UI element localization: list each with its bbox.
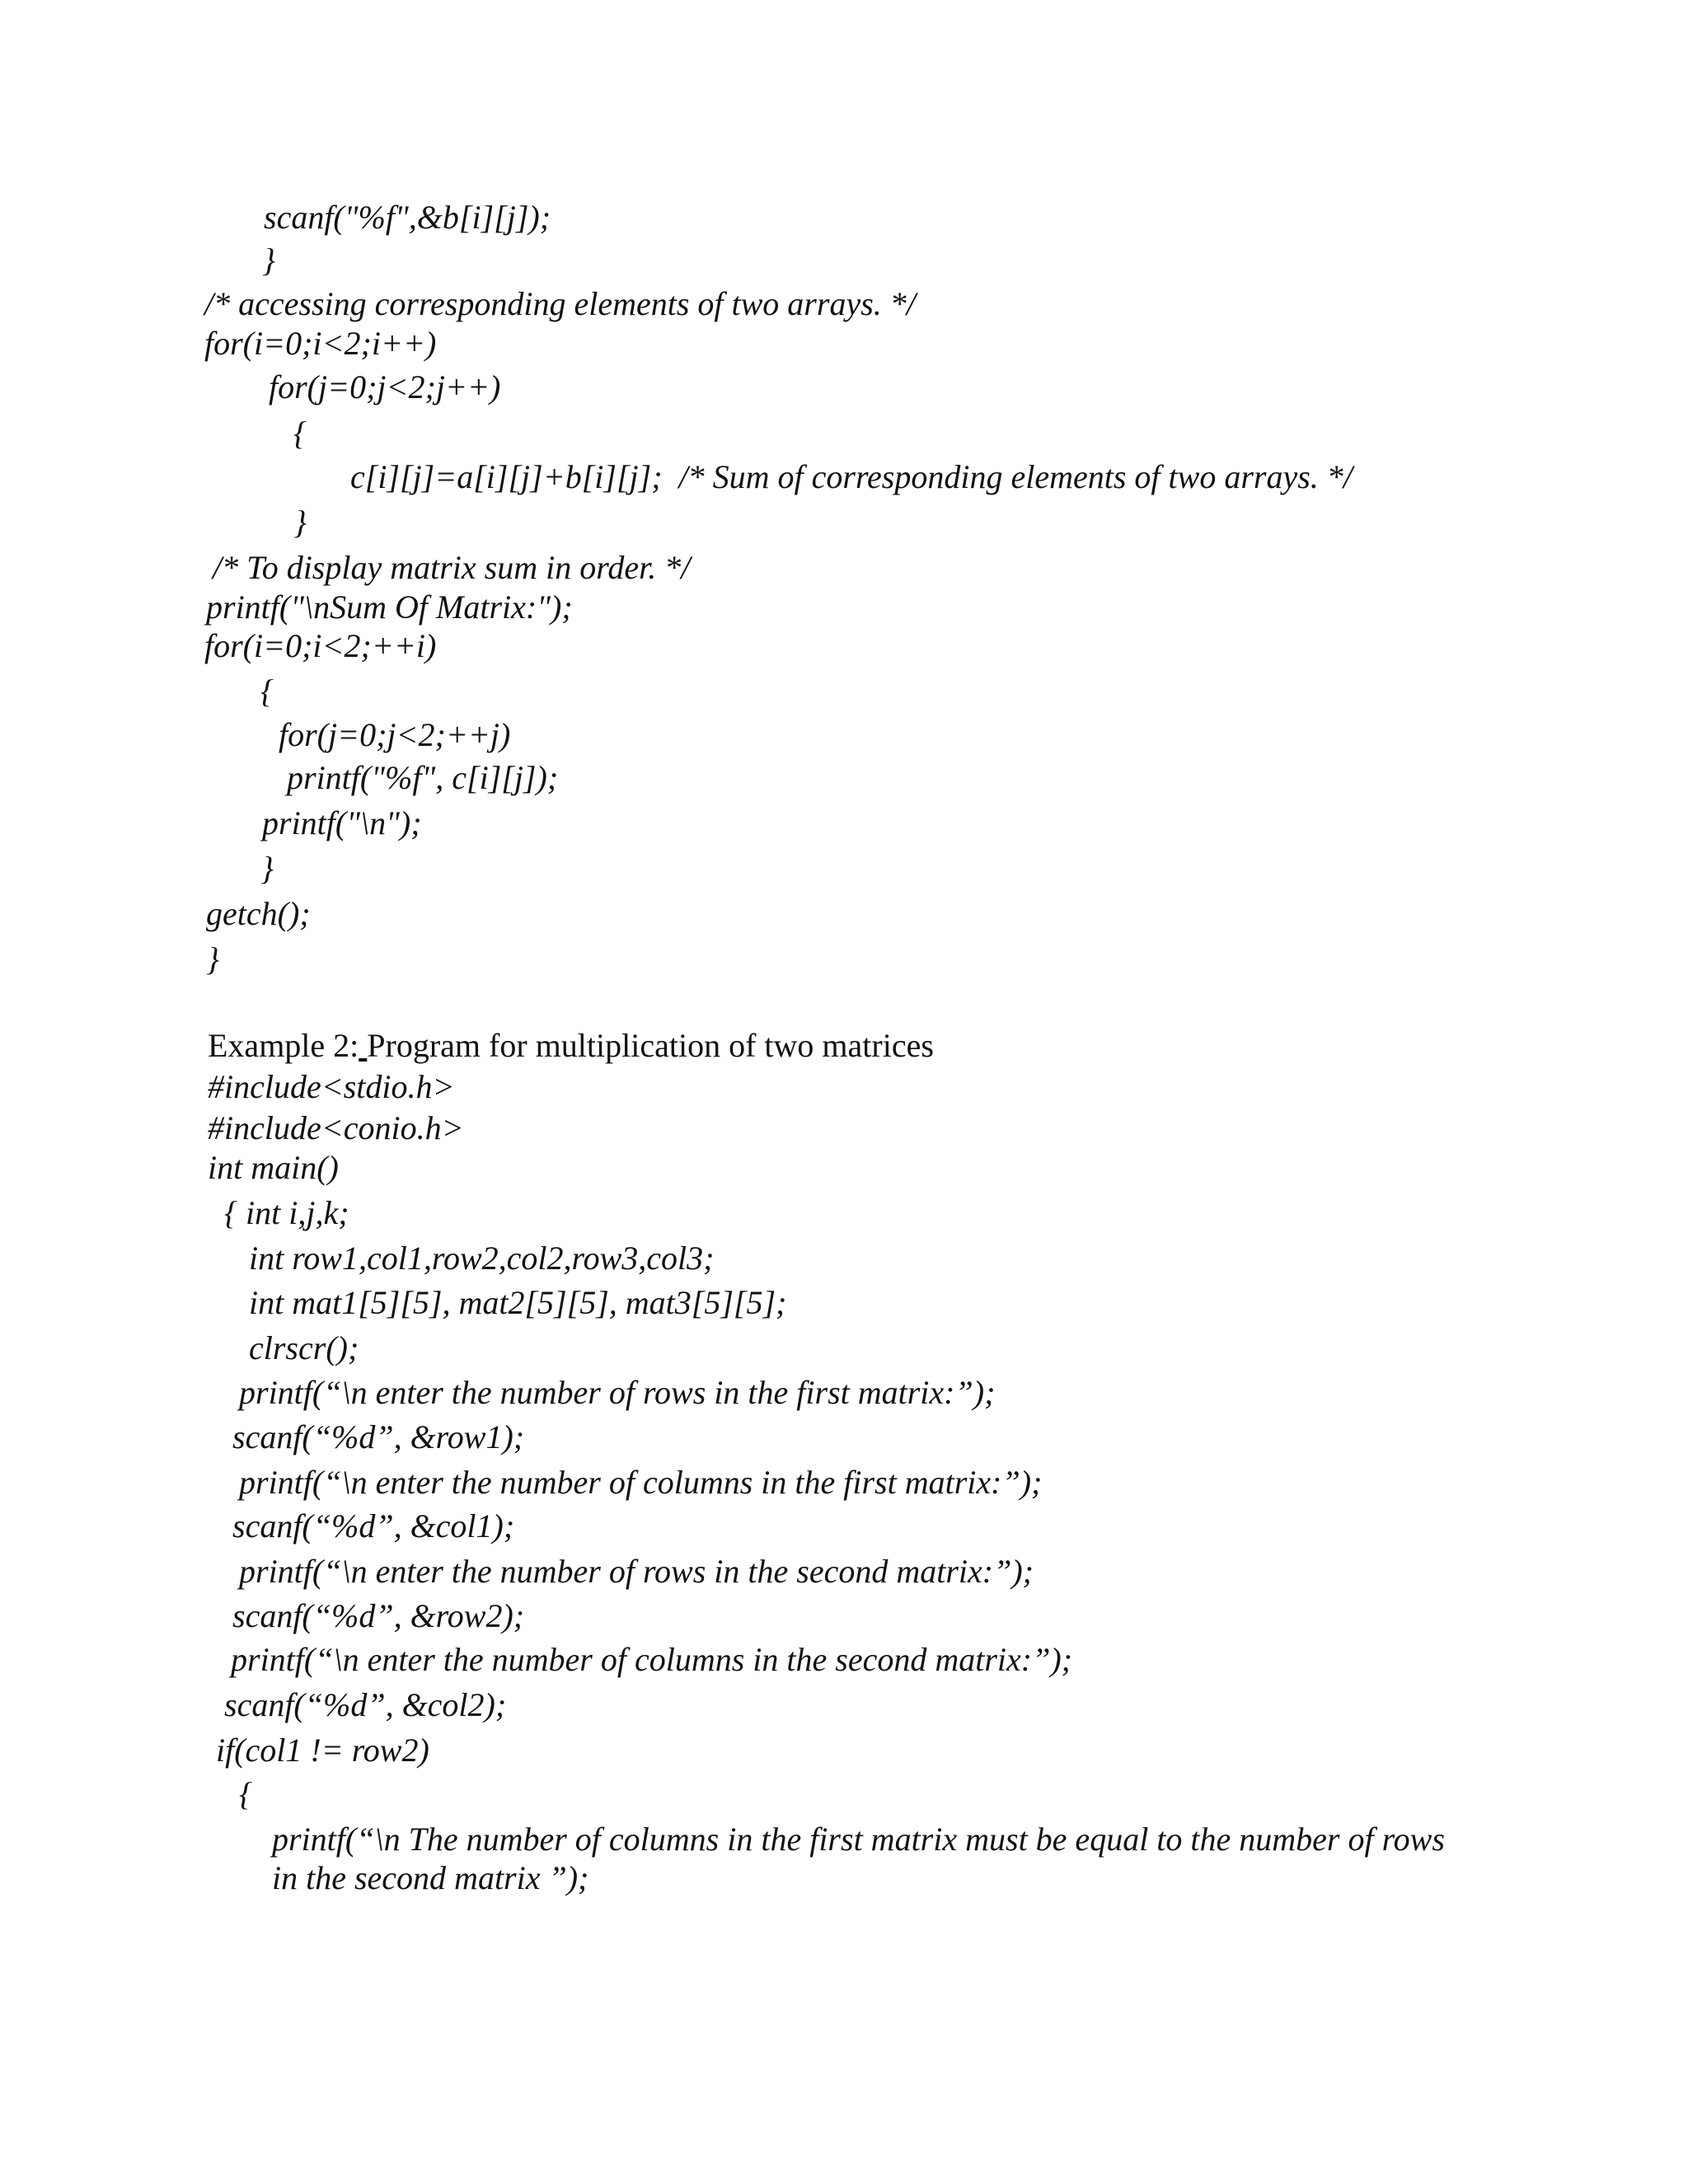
code-line: for(j=0;j<2;j++) [269,368,501,405]
code-line: for(i=0;i<2;++i) [204,627,437,664]
code-line: { [293,415,307,452]
code-line: #include<conio.h> [208,1109,464,1146]
code-line: printf(“\n enter the number of columns in the first matrix:”); [239,1464,1043,1501]
code-line: printf("%f", c[i][j]); [287,759,559,796]
code-line: c[i][j]=a[i][j]+b[i][j]; /* Sum of corresponding elements of two arrays. */ [350,458,1353,495]
code-line: printf("\nSum Of Matrix:"); [206,588,573,626]
example-heading [208,1026,934,1066]
code-line: clrscr(); [249,1329,359,1366]
code-line: int row1,col1,row2,col2,row3,col3; [249,1240,715,1277]
code-line: printf(“\n The number of columns in the first matrix must be equal to the number of rows [272,1821,1445,1858]
code-line: { [260,673,274,710]
code-line: scanf(“%d”, &col2); [224,1686,507,1723]
code-line: { int i,j,k; [224,1194,349,1231]
code-line: scanf("%f",&b[i][j]); [264,199,551,236]
code-comment: /* To display matrix sum in order. */ [213,549,691,586]
code-line: { [239,1775,252,1812]
code-line: } [260,850,274,887]
code-comment: /* accessing corresponding elements of two arrays. */ [204,285,916,322]
code-line: scanf(“%d”, &col1); [232,1507,515,1544]
example-heading-space [359,1027,367,1064]
code-line: printf(“\n enter the number of rows in the first matrix:”); [239,1374,996,1411]
code-line: in the second matrix ”); [272,1859,589,1896]
code-line: } [262,241,275,279]
code-line: scanf(“%d”, &row2); [232,1597,525,1634]
code-line: if(col1 != row2) [216,1732,429,1769]
example-label: Example 2: [208,1027,359,1064]
code-line: scanf(“%d”, &row1); [232,1418,525,1455]
code-line: printf("\n"); [262,804,422,841]
code-line: int main() [208,1149,339,1186]
code-line: int mat1[5][5], mat2[5][5], mat3[5][5]; [249,1284,787,1321]
code-line: getch(); [206,895,311,932]
example-title: Program for multiplication of two matrices [367,1027,934,1064]
code-line: } [293,504,307,541]
code-line: } [206,940,219,977]
code-line: printf(“\n enter the number of rows in the second matrix:”); [239,1553,1034,1590]
code-line: for(j=0;j<2;++j) [279,716,511,753]
code-line: #include<stdio.h> [208,1068,455,1105]
code-line: printf(“\n enter the number of columns in the second matrix:”); [231,1641,1072,1678]
code-line: for(i=0;i<2;i++) [204,325,437,362]
